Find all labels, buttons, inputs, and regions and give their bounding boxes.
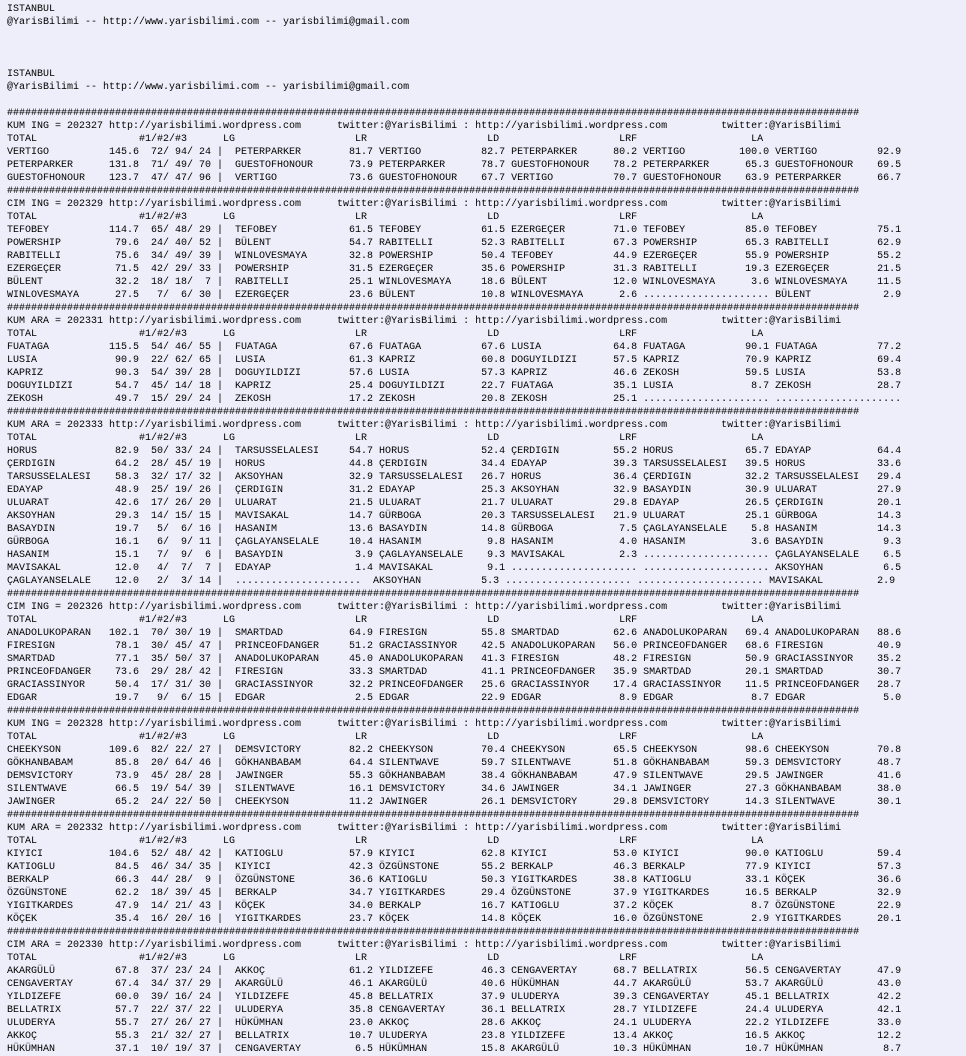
text-line: KUM ARA = 202331 http://yarisbilimi.wordpress.com twitter:@YarisBilimi : http://yarisbilimi.wordpress.com twitter:@YarisBilimi	[7, 316, 842, 327]
text-line: TOTAL #1/#2/#3 LG LR LD LRF LA	[7, 615, 764, 626]
text-line: ULUDERYA 55.7 27/ 26/ 27 | HÜKÜMHAN 23.0 AKKOÇ 28.6 AKKOÇ 24.1 ULUDERYA 22.2 YILDIZEFE 33.0	[7, 1018, 902, 1029]
text-line: PETERPARKER 131.8 71/ 49/ 70 | GUESTOFHONOUR 73.9 PETERPARKER 78.7 GUESTOFHONOUR 78.2 PETERPARKER 65.3 GUESTOFHONOUR 69.5	[7, 160, 902, 171]
text-line: TOTAL #1/#2/#3 LG LR LD LRF LA	[7, 212, 764, 223]
text-line: KAPRIZ 90.3 54/ 39/ 28 | DOGUYILDIZI 57.6 LUSIA 57.3 KAPRIZ 46.6 ZEKOSH 59.5 LUSIA 53.8	[7, 368, 902, 379]
text-line: HASANIM 15.1 7/ 9/ 6 | BASAYDIN 3.9 ÇAGLAYANSELALE 9.3 MAVISAKAL 2.3 ..................... ÇAGLAYANSELALE 6.5	[7, 550, 902, 561]
text-line: KIYICI 104.6 52/ 48/ 42 | KATIOGLU 57.9 KIYICI 62.8 KIYICI 53.0 KIYICI 90.0 KATIOGLU 59.4	[7, 849, 902, 860]
text-line: TOTAL #1/#2/#3 LG LR LD LRF LA	[7, 329, 764, 340]
text-line: CIM ARA = 202330 http://yarisbilimi.wordpress.com twitter:@YarisBilimi : http://yarisbilimi.wordpress.com twitter:@YarisBilimi	[7, 940, 842, 951]
text-line: TARSUSSELALESI 58.3 32/ 17/ 32 | AKSOYHAN 32.9 TARSUSSELALESI 26.7 HORUS 36.4 ÇERDIGIN 32.2 TARSUSSELALESI 29.4	[7, 472, 902, 483]
text-line	[7, 42, 901, 55]
text-line: TOTAL #1/#2/#3 LG LR LD LRF LA	[7, 433, 764, 444]
text-line: KATIOGLU 84.5 46/ 34/ 35 | KIYICI 42.3 ÖZGÜNSTONE 55.2 BERKALP 46.3 BERKALP 77.9 KIYICI 57.3	[7, 862, 902, 873]
text-line: KÖÇEK 35.4 16/ 20/ 16 | YIGITKARDES 23.7 KÖÇEK 14.8 KÖÇEK 16.0 ÖZGÜNSTONE 2.9 YIGITKARDES 20.1	[7, 914, 902, 925]
text-line: AKSOYHAN 29.3 14/ 15/ 15 | MAVISAKAL 14.7 GÜRBOGA 20.3 TARSUSSELALESI 21.9 ULUARAT 25.1 GÜRBOGA 14.3	[7, 511, 902, 522]
text-line	[7, 55, 901, 68]
text-line: FUATAGA 115.5 54/ 46/ 55 | FUATAGA 67.6 FUATAGA 67.6 LUSIA 64.8 FUATAGA 90.1 FUATAGA 77.2	[7, 342, 902, 353]
text-line: PRINCEOFDANGER 73.6 29/ 28/ 42 | FIRESIGN 33.3 SMARTDAD 41.1 PRINCEOFDANGER 35.9 SMARTDAD 20.1 SMARTDAD 30.7	[7, 667, 902, 678]
text-line: TEFOBEY 114.7 65/ 48/ 29 | TEFOBEY 61.5 TEFOBEY 61.5 EZERGEÇER 71.0 TEFOBEY 85.0 TEFOBEY 75.1	[7, 225, 902, 236]
text-line: GRACIASSINYOR 50.4 17/ 31/ 30 | GRACIASSINYOR 32.2 PRINCEOFDANGER 25.6 GRACIASSINYOR 17.4 GRACIASSINYOR 11.5 PRINCEOFDANGER 28.7	[7, 680, 902, 691]
separator-line: ##############################################################################################################################################	[7, 810, 860, 821]
text-line: KUM ARA = 202333 http://yarisbilimi.wordpress.com twitter:@YarisBilimi : http://yarisbilimi.wordpress.com twitter:@YarisBilimi	[7, 420, 842, 431]
text-line: RABITELLI 75.6 34/ 49/ 39 | WINLOVESMAYA 32.8 POWERSHIP 50.4 TEFOBEY 44.9 EZERGEÇER 55.9 POWERSHIP 55.2	[7, 251, 902, 262]
text-line: KUM ING = 202328 http://yarisbilimi.wordpress.com twitter:@YarisBilimi : http://yarisbilimi.wordpress.com twitter:@YarisBilimi	[7, 719, 842, 730]
text-line: GÜRBOGA 16.1 6/ 9/ 11 | ÇAGLAYANSELALE 10.4 HASANIM 9.8 HASANIM 4.0 HASANIM 3.6 BASAYDIN 9.3	[7, 537, 902, 548]
text-line: FIRESIGN 78.1 30/ 45/ 47 | PRINCEOFDANGER 51.2 GRACIASSINYOR 42.5 ANADOLUKOPARAN 56.0 PRINCEOFDANGER 68.6 FIRESIGN 40.9	[7, 641, 902, 652]
text-line: ISTANBUL	[7, 69, 56, 80]
text-line: JAWINGER 65.2 24/ 22/ 50 | CHEEKYSON 11.2 JAWINGER 26.1 DEMSVICTORY 29.8 DEMSVICTORY 14.3 SILENTWAVE 30.1	[7, 797, 902, 808]
text-line: HÜKÜMHAN 37.1 10/ 19/ 37 | CENGAVERTAY 6.5 HÜKÜMHAN 15.8 AKARGÜLÜ 10.3 HÜKÜMHAN 10.7 HÜKÜMHAN 8.7	[7, 1044, 902, 1055]
text-line: CENGAVERTAY 67.4 34/ 37/ 29 | AKARGÜLÜ 46.1 AKARGÜLÜ 40.6 HÜKÜMHAN 44.7 AKARGÜLÜ 53.7 AKARGÜLÜ 43.0	[7, 979, 902, 990]
text-line	[7, 94, 901, 107]
text-line: CIM ING = 202326 http://yarisbilimi.wordpress.com twitter:@YarisBilimi : http://yarisbilimi.wordpress.com twitter:@YarisBilimi	[7, 602, 842, 613]
text-line: ISTANBUL	[7, 4, 56, 15]
separator-line: ##############################################################################################################################################	[7, 303, 860, 314]
text-line: TOTAL #1/#2/#3 LG LR LD LRF LA	[7, 836, 764, 847]
text-line: ZEKOSH 49.7 15/ 29/ 24 | ZEKOSH 17.2 ZEKOSH 20.8 ZEKOSH 25.1 ..................... .....................	[7, 394, 902, 405]
text-line: @YarisBilimi -- http://www.yarisbilimi.com -- yarisbilimi@gmail.com	[7, 82, 410, 93]
separator-line: ##############################################################################################################################################	[7, 186, 860, 197]
separator-line: ##############################################################################################################################################	[7, 108, 860, 119]
text-line: KUM ARA = 202332 http://yarisbilimi.wordpress.com twitter:@YarisBilimi : http://yarisbilimi.wordpress.com twitter:@YarisBilimi	[7, 823, 842, 834]
text-line: ÖZGÜNSTONE 62.2 18/ 39/ 45 | BERKALP 34.7 YIGITKARDES 29.4 ÖZGÜNSTONE 37.9 YIGITKARDES 16.5 BERKALP 32.9	[7, 888, 902, 899]
text-line: SILENTWAVE 66.5 19/ 54/ 39 | SILENTWAVE 16.1 DEMSVICTORY 34.6 JAWINGER 34.1 JAWINGER 27.3 GÖKHANBABAM 38.0	[7, 784, 902, 795]
separator-line: ##############################################################################################################################################	[7, 407, 860, 418]
separator-line: ##############################################################################################################################################	[7, 927, 860, 938]
text-line: ULUARAT 42.6 17/ 26/ 20 | ULUARAT 21.5 ULUARAT 21.7 ULUARAT 29.8 EDAYAP 26.5 ÇERDIGIN 20.1	[7, 498, 902, 509]
text-line: LUSIA 90.9 22/ 62/ 65 | LUSIA 61.3 KAPRIZ 60.8 DOGUYILDIZI 57.5 KAPRIZ 70.9 KAPRIZ 69.4	[7, 355, 902, 366]
text-line: POWERSHIP 79.6 24/ 40/ 52 | BÜLENT 54.7 RABITELLI 52.3 RABITELLI 67.3 POWERSHIP 65.3 RABITELLI 62.9	[7, 238, 902, 249]
text-line: KUM ING = 202327 http://yarisbilimi.wordpress.com twitter:@YarisBilimi : http://yarisbilimi.wordpress.com twitter:@YarisBilimi	[7, 121, 842, 132]
text-line: YIGITKARDES 47.9 14/ 21/ 43 | KÖÇEK 34.0 BERKALP 16.7 KATIOGLU 37.2 KÖÇEK 8.7 ÖZGÜNSTONE 22.9	[7, 901, 902, 912]
text-line: SMARTDAD 77.1 35/ 50/ 37 | ANADOLUKOPARAN 45.0 ANADOLUKOPARAN 41.3 FIRESIGN 48.2 FIRESIGN 50.9 GRACIASSINYOR 35.2	[7, 654, 902, 665]
text-line: HORUS 82.9 50/ 33/ 24 | TARSUSSELALESI 54.7 HORUS 52.4 ÇERDIGIN 55.2 HORUS 65.7 EDAYAP 64.4	[7, 446, 902, 457]
text-line: CIM ING = 202329 http://yarisbilimi.wordpress.com twitter:@YarisBilimi : http://yarisbilimi.wordpress.com twitter:@YarisBilimi	[7, 199, 842, 210]
text-line: TOTAL #1/#2/#3 LG LR LD LRF LA	[7, 134, 764, 145]
text-line: DEMSVICTORY 73.9 45/ 28/ 28 | JAWINGER 55.3 GÖKHANBABAM 38.4 GÖKHANBABAM 47.9 SILENTWAVE 29.5 JAWINGER 41.6	[7, 771, 902, 782]
text-line: TOTAL #1/#2/#3 LG LR LD LRF LA	[7, 953, 764, 964]
text-line: MAVISAKAL 12.0 4/ 7/ 7 | EDAYAP 1.4 MAVISAKAL 9.1 ..................... ..................... AKSOYHAN 6.5	[7, 563, 902, 574]
text-line: EDGAR 19.7 9/ 6/ 15 | EDGAR 2.5 EDGAR 22.9 EDGAR 8.9 EDGAR 8.7 EDGAR 5.0	[7, 693, 902, 704]
text-line: CHEEKYSON 109.6 82/ 22/ 27 | DEMSVICTORY 82.2 CHEEKYSON 70.4 CHEEKYSON 65.5 CHEEKYSON 98.6 CHEEKYSON 70.8	[7, 745, 902, 756]
text-line: VERTIGO 145.6 72/ 94/ 24 | PETERPARKER 81.7 VERTIGO 82.7 PETERPARKER 80.2 VERTIGO 100.0 VERTIGO 92.9	[7, 147, 902, 158]
text-line: TOTAL #1/#2/#3 LG LR LD LRF LA	[7, 732, 764, 743]
text-line: EDAYAP 48.9 25/ 19/ 26 | ÇERDIGIN 31.2 EDAYAP 25.3 AKSOYHAN 32.9 BASAYDIN 30.9 ULUARAT 27.9	[7, 485, 902, 496]
text-line: EZERGEÇER 71.5 42/ 29/ 33 | POWERSHIP 31.5 EZERGEÇER 35.6 POWERSHIP 31.3 RABITELLI 19.3 EZERGEÇER 21.5	[7, 264, 902, 275]
separator-line: ##############################################################################################################################################	[7, 589, 860, 600]
text-line: GÖKHANBABAM 85.8 20/ 64/ 46 | GÖKHANBABAM 64.4 SILENTWAVE 59.7 SILENTWAVE 51.8 GÖKHANBABAM 59.3 DEMSVICTORY 48.7	[7, 758, 902, 769]
race-stats-text	[7, 3, 901, 1056]
text-line: BÜLENT 32.2 18/ 18/ 7 | RABITELLI 25.1 WINLOVESMAYA 18.6 BÜLENT 12.0 WINLOVESMAYA 3.6 WINLOVESMAYA 11.5	[7, 277, 902, 288]
text-line: DOGUYILDIZI 54.7 45/ 14/ 18 | KAPRIZ 25.4 DOGUYILDIZI 22.7 FUATAGA 35.1 LUSIA 8.7 ZEKOSH 28.7	[7, 381, 902, 392]
separator-line: ##############################################################################################################################################	[7, 706, 860, 717]
text-line: ÇERDIGIN 64.2 28/ 45/ 19 | HORUS 44.8 ÇERDIGIN 34.4 EDAYAP 39.3 TARSUSSELALESI 39.5 HORUS 33.6	[7, 459, 902, 470]
text-line: BERKALP 66.3 44/ 28/ 9 | ÖZGÜNSTONE 36.6 KATIOGLU 50.3 YIGITKARDES 38.8 KATIOGLU 33.1 KÖÇEK 36.6	[7, 875, 902, 886]
text-line: AKKOÇ 55.3 21/ 32/ 27 | BELLATRIX 10.7 ULUDERYA 23.8 YILDIZEFE 13.4 AKKOÇ 16.5 AKKOÇ 12.2	[7, 1031, 902, 1042]
text-line	[7, 29, 901, 42]
text-line: ANADOLUKOPARAN 102.1 70/ 30/ 19 | SMARTDAD 64.9 FIRESIGN 55.8 SMARTDAD 62.6 ANADOLUKOPARAN 69.4 ANADOLUKOPARAN 88.6	[7, 628, 902, 639]
text-line: ÇAGLAYANSELALE 12.0 2/ 3/ 14 | ..................... AKSOYHAN 5.3 ..................... ..................... MAVISAKAL 2.9	[7, 576, 896, 587]
text-line: @YarisBilimi -- http://www.yarisbilimi.com -- yarisbilimi@gmail.com	[7, 17, 410, 28]
text-line: BELLATRIX 57.7 22/ 37/ 22 | ULUDERYA 35.8 CENGAVERTAY 36.1 BELLATRIX 28.7 YILDIZEFE 24.4 ULUDERYA 42.1	[7, 1005, 902, 1016]
text-line: GUESTOFHONOUR 123.7 47/ 47/ 96 | VERTIGO 73.6 GUESTOFHONOUR 67.7 VERTIGO 70.7 GUESTOFHONOUR 63.9 PETERPARKER 66.7	[7, 173, 902, 184]
text-line: WINLOVESMAYA 27.5 7/ 6/ 30 | EZERGEÇER 23.6 BÜLENT 10.8 WINLOVESMAYA 2.6 ..................... BÜLENT 2.9	[7, 290, 902, 301]
text-line: AKARGÜLÜ 67.8 37/ 23/ 24 | AKKOÇ 61.2 YILDIZEFE 46.3 CENGAVERTAY 68.7 BELLATRIX 56.5 CENGAVERTAY 47.9	[7, 966, 902, 977]
text-line: BASAYDIN 19.7 5/ 6/ 16 | HASANIM 13.6 BASAYDIN 14.8 GÜRBOGA 7.5 ÇAGLAYANSELALE 5.8 HASANIM 14.3	[7, 524, 902, 535]
text-line: YILDIZEFE 60.0 39/ 16/ 24 | YILDIZEFE 45.8 BELLATRIX 37.9 ULUDERYA 39.3 CENGAVERTAY 45.1 BELLATRIX 42.2	[7, 992, 902, 1003]
